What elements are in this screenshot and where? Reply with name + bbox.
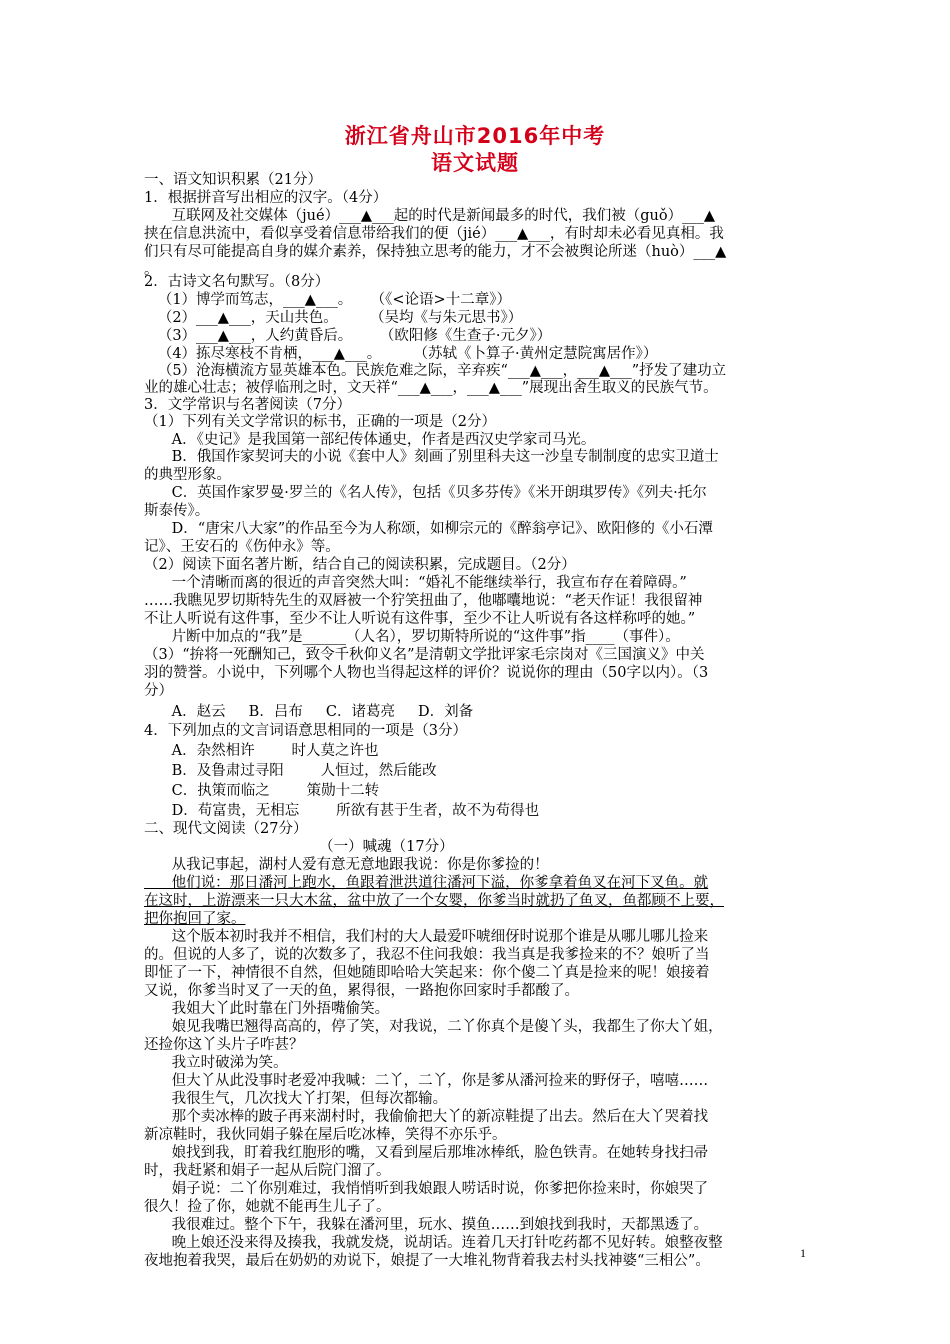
section-heading: 二、现代文阅读（27分）: [144, 821, 308, 837]
question-line: A．赵云 B．吕布 C．诸葛亮 D．刘备: [144, 704, 474, 720]
passage-line: 夜地抱着我哭，最后在奶奶的劝说下，娘提了一大堆礼物背着我去村头找神婆“三相公”。: [144, 1253, 710, 1269]
question-line: C．执策而临之 策勋十二转: [144, 783, 380, 799]
question-line: C．英国作家罗曼·罗兰的《名人传》，包括《贝多芬传》《米开朗琪罗传》《列夫·托尔: [144, 485, 707, 501]
passage-line: 很久！捡了你，她就不能再生儿子了。: [144, 1199, 391, 1215]
question-line: D．苟富贵，无相忘 所欲有甚于生者，故不为苟得也: [144, 803, 540, 819]
passage-line: 新凉鞋时，我伙同娟子躲在屋后吃冰棒，笑得不亦乐乎。: [144, 1127, 507, 1143]
passage-line: 在这时，上游漂来一只大木盆，盆中放了一个女婴，你爹当时就扔了鱼叉，鱼都顾不上要，: [144, 893, 724, 909]
passage-line: 的。但说的人多了，说的次数多了，我忍不住问我娘：我当真是我爹捡来的不？娘听了当: [144, 947, 710, 963]
question-line: 的典型形象。: [144, 467, 231, 483]
question-line: 2．古诗文名句默写。（8分）: [144, 274, 330, 290]
question-line: 4．下列加点的文言词语意思相同的一项是（3分）: [144, 723, 467, 739]
question-line: （2）___▲___，天山共色。 （吴均《与朱元思书》）: [144, 310, 523, 326]
passage-line: 我很难过。整个下午，我躲在潘河里，玩水、摸鱼……到娘找到我时，天都黑透了。: [144, 1217, 709, 1233]
question-line: A．杂然相许 时人莫之许也: [144, 743, 379, 759]
question-line: 不让人听说有这件事，至少不让人听说有这件事，至少不让人听说有各这样称呼的她。”: [144, 611, 696, 627]
question-line: （3）“拚将一死酬知己，致令千秋仰义名”是清朝文学批评家毛宗岗对《三国演义》中关: [144, 647, 705, 663]
passage-line: 我很生气，几次找大丫打架，但每次都输。: [144, 1091, 448, 1107]
passage-line: 他们说：那日潘河上跑水，鱼跟着泄洪道往潘河下溢，你爹拿着鱼叉在河下叉鱼。就: [144, 875, 709, 891]
question-line: 们只有尽可能提高自身的媒介素养，保持独立思考的能力，才不会被舆论所迷（huò）___▲: [144, 244, 727, 260]
passage-line: 还捡你这丫头片子咋甚？: [144, 1037, 304, 1053]
question-line: 羽的赞誉。小说中，下列哪个人物也当得起这样的评价？说说你的理由（50字以内）。（3: [144, 665, 709, 681]
question-line: A．《史记》是我国第一部纪传体通史，作者是西汉史学家司马光。: [144, 432, 596, 448]
page-subtitle: 语文试题: [431, 151, 519, 175]
question-line: （2）阅读下面名著片断，结合自己的阅读积累，完成题目。（2分）: [144, 557, 576, 573]
question-line: B．及鲁肃过寻阳 人恒过，然后能改: [144, 763, 437, 779]
question-line: （1）下列有关文学常识的标书，正确的一项是（2分）: [144, 414, 496, 430]
passage-line: 娘见我嘴巴翘得高高的，停了笑，对我说，二丫你真个是傻丫头，我都生了你大丫姐，: [144, 1019, 723, 1035]
page-title: 浙江省舟山市2016年中考: [344, 124, 606, 148]
question-line: D．“唐宋八大家”的作品至今为人称颂，如柳宗元的《醉翁亭记》、欧阳修的《小石潭: [144, 521, 713, 537]
question-line: （4）拣尽寒枝不肯栖，___▲___。 （苏轼《卜算子·黄州定慧院寓居作》）: [144, 346, 658, 362]
passage-line: 那个卖冰棒的跛子再来湖村时，我偷偷把大丫的新凉鞋提了出去。然后在大丫哭着找: [144, 1109, 709, 1125]
section-heading: 一、语文知识积累（21分）: [144, 172, 322, 188]
passage-title: （一）喊魂（17分）: [144, 839, 454, 855]
question-line: 分）: [144, 683, 173, 699]
question-line: （1）博学而笃志，___▲___。 （《<论语>十二章》）: [144, 292, 511, 308]
passage-line: 把你抱回了家。: [144, 911, 246, 927]
question-line: 一个清晰而离的很近的声音突然大叫：“婚礼不能继续举行，我宣布存在着障碍。”: [144, 575, 687, 591]
passage-line: 即怔了一下，神情很不自然，但她随即哈哈大笑起来：你个傻二丫真是捡来的呢！娘接着: [144, 965, 710, 981]
passage-line: 从我记事起，湖村人爱有意无意地跟我说：你是你爹捡的！: [144, 857, 549, 873]
question-line: 互联网及社交媒体（jué）___▲___起的时代是新闻最多的时代，我们被（guǒ）___▲: [144, 208, 715, 224]
passage-line: 我立时破涕为笑。: [144, 1055, 288, 1071]
passage-line: 晚上娘还没来得及揍我，我就发烧，说胡话。连着几天打针吃药都不见好转。娘整夜整: [144, 1235, 723, 1251]
passage-line: 我姐大丫此时靠在门外捂嘴偷笑。: [144, 1001, 390, 1017]
question-line: 业的雄心壮志；被俘临刑之时，文天祥“___▲___，___▲___”展现出舍生取义的民族气节。: [144, 380, 718, 396]
question-line: 挟在信息洪流中，看似享受着信息带给我们的便（jié）___▲___，有时却未必看见真相。我: [144, 226, 724, 242]
question-line: 片断中加点的“我”是______（人名），罗切斯特所说的“这件事”指____（事件）。: [144, 629, 680, 645]
passage-line: 娘找到我，盯着我红胞形的嘴，又看到屋后那堆冰棒纸，脸色铁青。在她转身找扫帚: [144, 1145, 709, 1161]
passage-line: 娟子说：二丫你别难过，我悄悄听到我娘跟人唠话时说，你爹把你捡来时，你娘哭了: [144, 1181, 709, 1197]
question-line: 。: [144, 262, 159, 278]
question-line: 记》、王安石的《伤仲永》等。: [144, 539, 340, 555]
question-line: 3．文学常识与名著阅读（7分）: [144, 397, 351, 413]
question-line: ……我瞧见罗切斯特先生的双唇被一个狞笑扭曲了，他嘟囔地说：“老天作证！我很留神: [144, 593, 703, 609]
question-line: （5）沧海横流方显英雄本色。民族危难之际，辛弃疾“___▲___，___▲___”抒发了建功立: [144, 363, 727, 379]
question-line: B．俄国作家契诃夫的小说《套中人》刻画了别里科夫这一沙皇专制制度的忠实卫道士: [144, 449, 719, 465]
question-line: 1．根据拼音写出相应的汉字。（4分）: [144, 190, 388, 206]
question-line: 斯泰传》。: [144, 503, 210, 519]
passage-line: 但大丫从此没事时老爱冲我喊：二丫，二丫，你是爹从潘河捡来的野伢子，嘻嘻……: [144, 1073, 709, 1089]
passage-line: 又说，你爹当时叉了一天的鱼，累得很，一路抱你回家时手都酸了。: [144, 983, 579, 999]
passage-line: 这个版本初时我并不相信，我们村的大人最爱吓唬细伢时说那个谁是从哪儿哪儿捡来: [144, 929, 709, 945]
question-line: （3）___▲___，人约黄昏后。 （欧阳修《生查子·元夕》）: [144, 328, 552, 344]
page-number: 1: [800, 1246, 806, 1260]
passage-line: 时，我赶紧和娟子一起从后院门溜了。: [144, 1163, 391, 1179]
